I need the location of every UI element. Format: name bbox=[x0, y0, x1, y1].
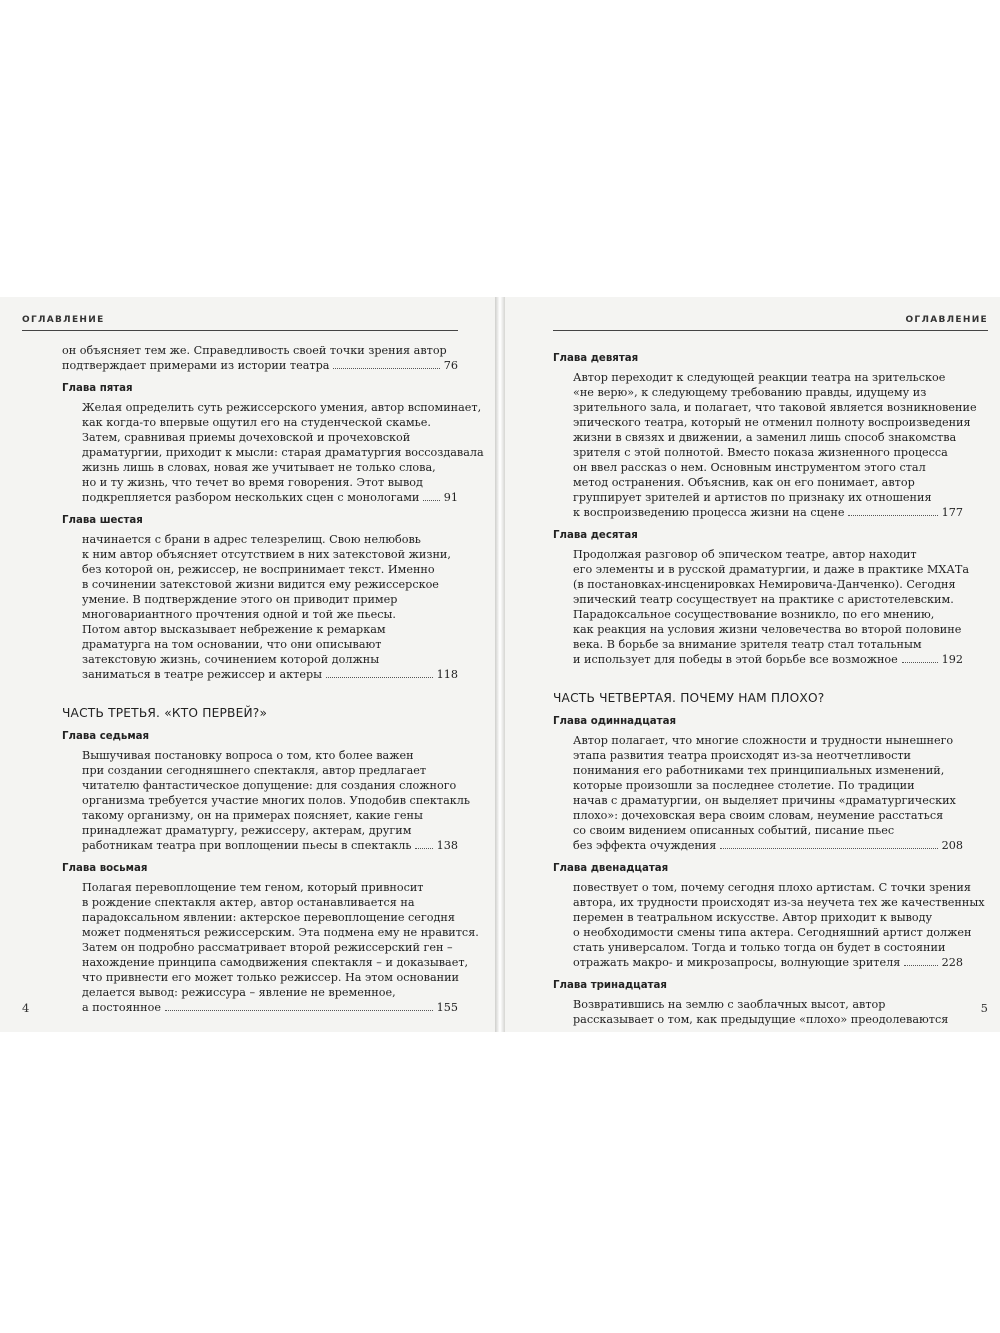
entry-text-line: повествует о том, почему сегодня плохо артистам. С точки зрения bbox=[573, 881, 971, 894]
entry-text-line: (в постановках-инсценировках Немировича-Данченко). Сегодня bbox=[573, 578, 956, 591]
left-page bbox=[0, 297, 495, 1032]
page-number: 5 bbox=[980, 1001, 988, 1015]
toc-entry bbox=[553, 733, 963, 853]
entry-last-line bbox=[82, 838, 458, 853]
running-head: ОГЛАВЛЕНИЕ bbox=[22, 315, 105, 325]
part-heading: ЧАСТЬ ЧЕТВЕРТАЯ. ПОЧЕМУ НАМ ПЛОХО? bbox=[553, 691, 825, 705]
chapter-heading: Глава шестая bbox=[62, 515, 143, 526]
right-page bbox=[505, 297, 1000, 1032]
entry-last-line bbox=[62, 358, 458, 373]
entry-last-line bbox=[573, 838, 963, 853]
chapter-heading: Глава одиннадцатая bbox=[553, 716, 676, 727]
chapter-heading: Глава тринадцатая bbox=[553, 980, 667, 991]
entry-page-number: 138 bbox=[436, 839, 458, 852]
dot-leader bbox=[904, 965, 937, 966]
entry-text-line: отражать макро- и микрозапросы, волнующие зрителя bbox=[573, 956, 901, 969]
entry-text-line: делается вывод: режиссура – явление не временное, bbox=[82, 986, 396, 999]
entry-text-line: со своим видением описанных событий, писание пьес bbox=[573, 824, 895, 837]
entry-page-number: 76 bbox=[443, 359, 458, 372]
entry-page-number: 177 bbox=[941, 506, 963, 519]
entry-text-line: но и ту жизнь, что течет во время говорения. Этот вывод bbox=[82, 476, 423, 489]
entry-text-line: его элементы и в русской драматургии, и даже в практике МХАТа bbox=[573, 563, 970, 576]
entry-text-line: Затем, сравнивая приемы дочеховской и прочеховской bbox=[82, 431, 411, 444]
entry-text-line: Возвратившись на землю с заоблачных высот, автор bbox=[573, 998, 886, 1011]
chapter-heading: Глава двенадцатая bbox=[553, 863, 669, 874]
book-spread bbox=[0, 297, 1000, 1032]
entry-text-line: Желая определить суть режиссерского умения, автор вспоминает, bbox=[82, 401, 482, 414]
entry-text-line: подтверждает примерами из истории театра bbox=[62, 359, 330, 372]
running-head: ОГЛАВЛЕНИЕ bbox=[905, 315, 988, 325]
book-gutter bbox=[495, 297, 505, 1032]
entry-text-line: начав с драматургии, он выделяет причины «драматургических bbox=[573, 794, 956, 807]
chapter-heading: Глава седьмая bbox=[62, 731, 150, 742]
entry-text-line: Парадоксальное сосуществование возникло, по его мнению, bbox=[573, 608, 935, 621]
entry-text-line: без которой он, режиссер, не воспринимает текст. Именно bbox=[82, 563, 435, 576]
toc-entry bbox=[553, 547, 970, 667]
chapter-heading: Глава девятая bbox=[553, 353, 639, 364]
dot-leader bbox=[902, 662, 938, 663]
dot-leader bbox=[848, 515, 937, 516]
entry-text-line: стать универсалом. Тогда и только тогда он будет в состоянии bbox=[573, 941, 946, 954]
entry-text-line: драматургии, приходит к мысли: старая драматургия воссоздавала bbox=[82, 446, 484, 459]
entry-text-line: работникам театра при воплощении пьесы в спектакль bbox=[82, 839, 412, 852]
entry-text-line: такому организму, он на примерах поясняет, какие гены bbox=[82, 809, 423, 822]
dot-leader bbox=[720, 848, 937, 849]
toc-entry bbox=[553, 880, 985, 970]
toc-entry bbox=[62, 400, 484, 505]
chapter-heading: Глава десятая bbox=[553, 530, 638, 541]
entry-text-line: как когда-то впервые ощутил его на студенческой скамье. bbox=[82, 416, 431, 429]
entry-text-line: в сочинении затекстовой жизни видится ему режиссерское bbox=[82, 578, 439, 591]
toc-entry bbox=[62, 343, 458, 373]
entry-text-line: которые произошли за последнее столетие. По традиции bbox=[573, 779, 915, 792]
dot-leader bbox=[326, 677, 433, 678]
entry-text-line: века. В борьбе за внимание зрителя театр стал тотальным bbox=[573, 638, 922, 651]
entry-text-line: что привнести его может только режиссер. На этом основании bbox=[82, 971, 459, 984]
entry-text-line: и использует для победы в этой борьбе все возможное bbox=[573, 653, 898, 666]
entry-page-number: 91 bbox=[443, 491, 458, 504]
entry-last-line bbox=[573, 652, 963, 667]
header-rule bbox=[553, 330, 988, 331]
entry-last-line bbox=[82, 490, 458, 505]
entry-page-number: 192 bbox=[941, 653, 963, 666]
entry-text-line: жизни в связях и движении, а заменил лишь способ знакомства bbox=[573, 431, 957, 444]
toc-content bbox=[62, 343, 484, 1015]
entry-text-line: к воспроизведению процесса жизни на сцене bbox=[573, 506, 845, 519]
toc-entry bbox=[62, 880, 479, 1015]
entry-text-line: эпического театра, который не отменил полноту воспроизведения bbox=[573, 416, 971, 429]
entry-text-line: метод остранения. Объяснив, как он его понимает, автор bbox=[573, 476, 915, 489]
entry-text-line: умение. В подтверждение этого он приводит пример bbox=[82, 593, 398, 606]
entry-text-line: начинается с брани в адрес телезрелищ. Свою нелюбовь bbox=[82, 533, 421, 546]
entry-text-line: зрителя с этой полнотой. Вместо показа жизненного процесса bbox=[573, 446, 948, 459]
entry-text-line: эпический театр сосуществует на практике с аристотелевским. bbox=[573, 593, 954, 606]
entry-text-line: Затем он подробно рассматривает второй режиссерский ген – bbox=[82, 941, 453, 954]
entry-text-line: драматурга на том основании, что они описывают bbox=[82, 638, 382, 651]
entry-text-line: группирует зрителей и артистов по признаку их отношения bbox=[573, 491, 932, 504]
entry-last-line bbox=[573, 505, 963, 520]
entry-page-number: 118 bbox=[436, 668, 458, 681]
entry-text-line: принадлежат драматургу, режиссеру, актерам, другим bbox=[82, 824, 412, 837]
entry-text-line: Вышучивая постановку вопроса о том, кто более важен bbox=[82, 749, 414, 762]
entry-text-line: плохо»: дочеховская вера своим словам, неумение расстаться bbox=[573, 809, 944, 822]
entry-text-line: организма требуется участие многих полов. Уподобив спектакль bbox=[82, 794, 470, 807]
entry-text-line: к ним автор объясняет отсутствием в них затекстовой жизни, bbox=[82, 548, 451, 561]
entry-text-line: Полагая перевоплощение тем геном, который привносит bbox=[82, 881, 424, 894]
toc-entry bbox=[553, 997, 963, 1027]
entry-text-line: заниматься в театре режиссер и актеры bbox=[82, 668, 323, 681]
entry-text-line: зрительного зала, и полагает, что таковой является возникновение bbox=[573, 401, 977, 414]
entry-last-line bbox=[82, 667, 458, 682]
entry-text-line: рассказывает о том, как предыдущие «плохо» преодолеваются bbox=[573, 1013, 949, 1026]
entry-page-number: 228 bbox=[941, 956, 963, 969]
entry-text-line: может подменяться режиссерским. Эта подмена ему не нравится. bbox=[82, 926, 479, 939]
header-rule bbox=[22, 330, 458, 331]
entry-text-line: как реакция на условия жизни человечества во второй половине bbox=[573, 623, 962, 636]
entry-text-line: о необходимости смены типа актера. Сегодняшний артист должен bbox=[573, 926, 972, 939]
entry-text-line: Автор полагает, что многие сложности и трудности нынешнего bbox=[573, 734, 954, 747]
entry-text-line: автора, их трудности происходят из-за неучета тех же качественных bbox=[573, 896, 985, 909]
dot-leader bbox=[165, 1010, 433, 1011]
dot-leader bbox=[415, 848, 432, 849]
entry-text-line: читателю фантастическое допущение: для создания сложного bbox=[82, 779, 457, 792]
entry-text-line: многовариантного прочтения одной и той же пьесы. bbox=[82, 608, 396, 621]
entry-text-line: парадоксальном явлении: актерское перевоплощение сегодня bbox=[82, 911, 455, 924]
entry-text-line: в рождение спектакля актер, автор останавливается на bbox=[82, 896, 415, 909]
dot-leader bbox=[423, 500, 439, 501]
toc-entry bbox=[553, 370, 977, 520]
part-heading: ЧАСТЬ ТРЕТЬЯ. «КТО ПЕРВЕЙ?» bbox=[62, 706, 268, 720]
entry-text-line: нахождение принципа самодвижения спектакля – и доказывает, bbox=[82, 956, 469, 969]
entry-text-line: этапа развития театра происходят из-за неотчетливости bbox=[573, 749, 912, 762]
entry-text-line: он ввел рассказ о нем. Основным инструментом этого стал bbox=[573, 461, 926, 474]
entry-text-line: жизнь лишь в словах, новая же учитывает не только слова, bbox=[82, 461, 436, 474]
entry-text-line: он объясняет тем же. Справедливость своей точки зрения автор bbox=[62, 344, 447, 357]
page-number: 4 bbox=[22, 1001, 30, 1015]
entry-text-line: Потом автор высказывает небрежение к ремаркам bbox=[82, 623, 386, 636]
entry-text-line: подкрепляется разбором нескольких сцен с монологами bbox=[82, 491, 420, 504]
entry-text-line: затекстовую жизнь, сочинением которой должны bbox=[82, 653, 380, 666]
entry-last-line bbox=[573, 955, 963, 970]
entry-last-line bbox=[82, 1000, 458, 1015]
entry-text-line: при создании сегодняшнего спектакля, автор предлагает bbox=[82, 764, 427, 777]
entry-text-line: перемен в театральном искусстве. Автор приходит к выводу bbox=[573, 911, 933, 924]
toc-content bbox=[553, 343, 985, 1027]
chapter-heading: Глава пятая bbox=[62, 383, 133, 394]
entry-text-line: Автор переходит к следующей реакции театра на зрительское bbox=[573, 371, 946, 384]
chapter-heading: Глава восьмая bbox=[62, 863, 148, 874]
entry-text-line: Продолжая разговор об эпическом театре, автор находит bbox=[573, 548, 917, 561]
entry-text-line: понимания его работниками тех принципиальных изменений, bbox=[573, 764, 945, 777]
entry-page-number: 208 bbox=[941, 839, 963, 852]
entry-text-line: а постоянное bbox=[82, 1001, 161, 1014]
entry-text-line: без эффекта очуждения bbox=[573, 839, 717, 852]
toc-entry bbox=[62, 532, 458, 682]
entry-text-line: «не верю», к следующему требованию правды, идущему из bbox=[573, 386, 927, 399]
entry-page-number: 155 bbox=[436, 1001, 458, 1014]
dot-leader bbox=[333, 368, 439, 369]
toc-entry bbox=[62, 748, 470, 853]
